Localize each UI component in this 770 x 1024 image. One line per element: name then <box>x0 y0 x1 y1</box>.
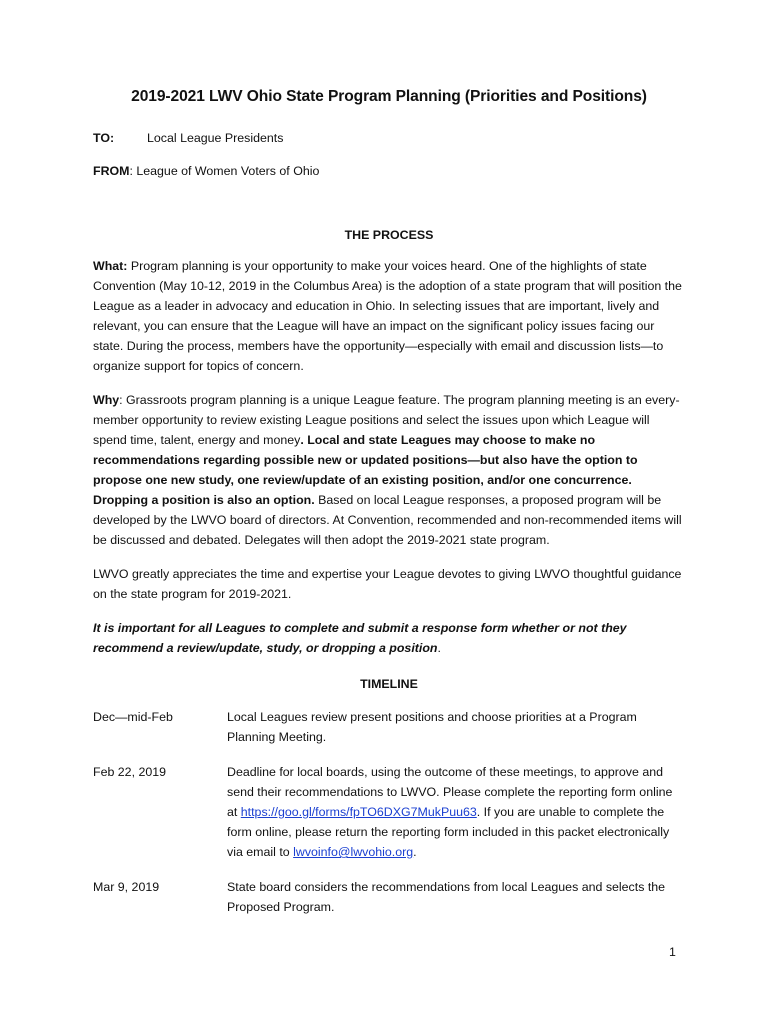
reporting-form-link[interactable]: https://goo.gl/forms/fpTO6DXG7MukPuu63 <box>240 805 477 819</box>
why-text: : Grassroots program planning is a unique League feature. The program planning meeting is an every-member opportunity to review existing League positions and select the issues upon which League will spend time, talent, energy and money <box>93 393 680 447</box>
timeline-description: State board considers the recommendations from local Leagues and selects the Proposed Program. <box>227 880 666 914</box>
timeline-text-after-link: . If you are unable to complete the form online, please return the reporting form included in this packet electronically via email to <box>227 805 670 859</box>
important-text: It is important for all Leagues to complete and submit a response form whether or not they recommend a review/update, study, or dropping a position <box>93 621 627 655</box>
document-page <box>93 86 685 917</box>
timeline-row <box>93 762 685 862</box>
memo-from-value: : League of Women Voters of Ohio <box>129 164 320 178</box>
document-title: 2019-2021 LWV Ohio State Program Planning (Priorities and Positions) <box>131 88 647 105</box>
important-end: . <box>437 641 441 655</box>
memo-to-label: TO: <box>93 131 115 145</box>
what-label: What: <box>93 259 128 273</box>
timeline-date: Feb 22, 2019 <box>93 765 167 779</box>
timeline-heading: TIMELINE <box>360 677 418 691</box>
memo-to-line <box>93 128 685 148</box>
why-paragraph <box>93 390 685 550</box>
why-label: Why <box>93 393 120 407</box>
timeline-description: Local Leagues review present positions and choose priorities at a Program Planning Meeting. <box>227 710 637 744</box>
appreciation-paragraph: LWVO greatly appreciates the time and expertise your League devotes to giving LWVO thoughtful guidance on the state program for 2019-2021. <box>93 567 682 601</box>
timeline-row <box>93 877 685 917</box>
memo-to-value: Local League Presidents <box>147 131 284 145</box>
memo-from-label: FROM <box>93 164 130 178</box>
timeline-text-before-link: Deadline for local boards, using the outcome of these meetings, to approve and send their recommendations to LWVO. Please complete the reporting form online at <box>227 765 673 819</box>
important-paragraph <box>93 618 685 658</box>
email-link[interactable]: lwvoinfo@lwvohio.org <box>293 845 414 859</box>
timeline-row <box>93 707 685 747</box>
why-text-end: Based on local League responses, a proposed program will be developed by the LWVO board of directors. At Convention, recommended and non-recommended items will be discussed and debated. Delegates will then adopt the 2019-2021 state program. <box>93 493 682 547</box>
timeline-text-end: . <box>413 845 417 859</box>
timeline-date: Dec—mid-Feb <box>93 710 173 724</box>
timeline-description <box>227 762 685 862</box>
timeline-date: Mar 9, 2019 <box>93 880 160 894</box>
what-paragraph <box>93 256 685 376</box>
what-text: Program planning is your opportunity to make your voices heard. One of the highlights of state Convention (May 10-12, 2019 in the Columbus Area) is the adoption of a state program that will position the League as a leader in advocacy and education in Ohio. In selecting issues that are important, lively and relevant, you can ensure that the League will have an impact on the significant policy issues facing our state. During the process, members have the opportunity—especially with email and discussion lists—to organize support for topics of concern. <box>93 259 682 373</box>
why-bold-text: . Local and state Leagues may choose to make no recommendations regarding possible new or updated positions—but also have the option to propose one new study, one review/update of an existing position, and/or one concurrence. Dropping a position is also an option. <box>93 433 638 507</box>
memo-from-line <box>93 161 685 181</box>
page-number: 1 <box>669 945 676 959</box>
process-heading: THE PROCESS <box>344 228 434 242</box>
